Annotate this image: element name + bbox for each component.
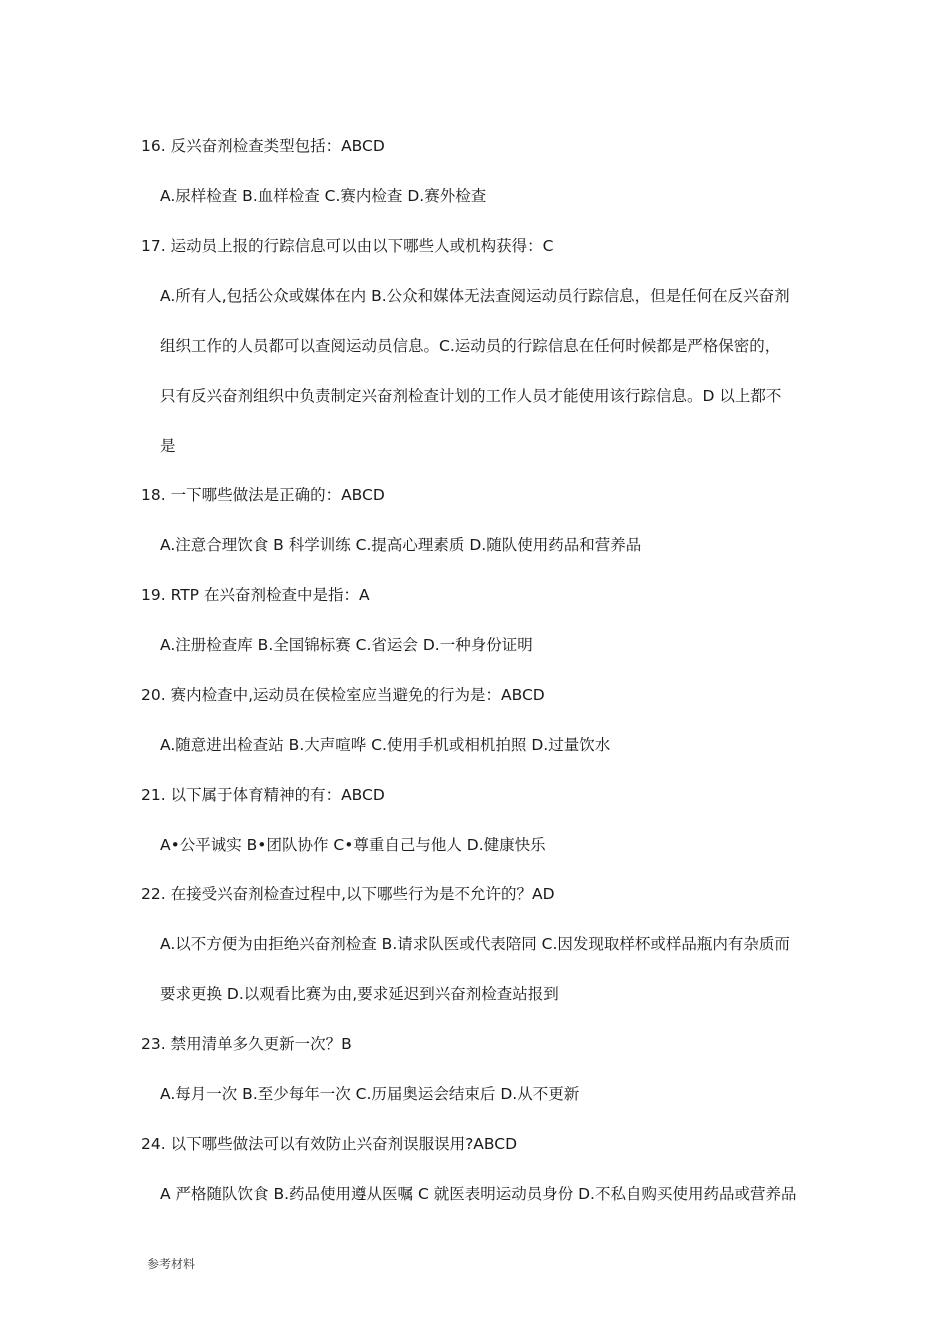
question-22-options-line-2: 要求更换 D.以观看比赛为由,要求延迟到兴奋剂检查站报到 (160, 985, 559, 1003)
question-18-options: A.注意合理饮食 B 科学训练 C.提高心理素质 D.随队使用药品和营养品 (160, 536, 642, 554)
question-20-options: A.随意进出检查站 B.大声喧哗 C.使用手机或相机拍照 D.过量饮水 (160, 736, 611, 754)
question-17-options-line-1: A.所有人,包括公众或媒体在内 B.公众和媒体无法查阅运动员行踪信息，但是任何在反兴奋剂 (160, 287, 790, 305)
footer-note: 参考材料 (147, 1257, 196, 1271)
question-24-options: A 严格随队饮食 B.药品使用遵从医嘱 C 就医表明运动员身份 D.不私自购买使用药品或营养品 (160, 1185, 797, 1203)
question-19: 19. RTP 在兴奋剂检查中是指：A (141, 586, 370, 604)
question-17-options-line-4: 是 (160, 437, 176, 455)
question-24: 24. 以下哪些做法可以有效防止兴奋剂误服误用?ABCD (141, 1135, 518, 1153)
question-17-options-line-2: 组织工作的人员都可以查阅运动员信息。C.运动员的行踪信息在任何时候都是严格保密的， (160, 337, 781, 355)
question-21-options: A•公平诚实 B•团队协作 C•尊重自己与他人 D.健康快乐 (160, 836, 546, 854)
question-19-options: A.注册检查库 B.全国锦标赛 C.省运会 D.一种身份证明 (160, 636, 533, 654)
question-17: 17. 运动员上报的行踪信息可以由以下哪些人或机构获得：C (141, 237, 554, 255)
question-17-options-line-3: 只有反兴奋剂组织中负责制定兴奋剂检查计划的工作人员才能使用该行踪信息。D 以上都不 (160, 387, 782, 405)
question-22-options-line-1: A.以不方便为由拒绝兴奋剂检查 B.请求队医或代表陪同 C.因发现取样杯或样品瓶内有杂质而 (160, 935, 790, 953)
question-23-options: A.每月一次 B.至少每年一次 C.历届奥运会结束后 D.从不更新 (160, 1085, 580, 1103)
question-21: 21. 以下属于体育精神的有：ABCD (141, 786, 385, 804)
question-18: 18. 一下哪些做法是正确的：ABCD (141, 486, 385, 504)
question-16: 16. 反兴奋剂检查类型包括：ABCD (141, 137, 385, 155)
question-20: 20. 赛内检查中,运动员在侯检室应当避免的行为是：ABCD (141, 686, 545, 704)
question-22: 22. 在接受兴奋剂检查过程中,以下哪些行为是不允许的？AD (141, 885, 555, 903)
question-16-options: A.尿样检查 B.血样检查 C.赛内检查 D.赛外检查 (160, 187, 487, 205)
question-23: 23. 禁用清单多久更新一次？B (141, 1035, 352, 1053)
